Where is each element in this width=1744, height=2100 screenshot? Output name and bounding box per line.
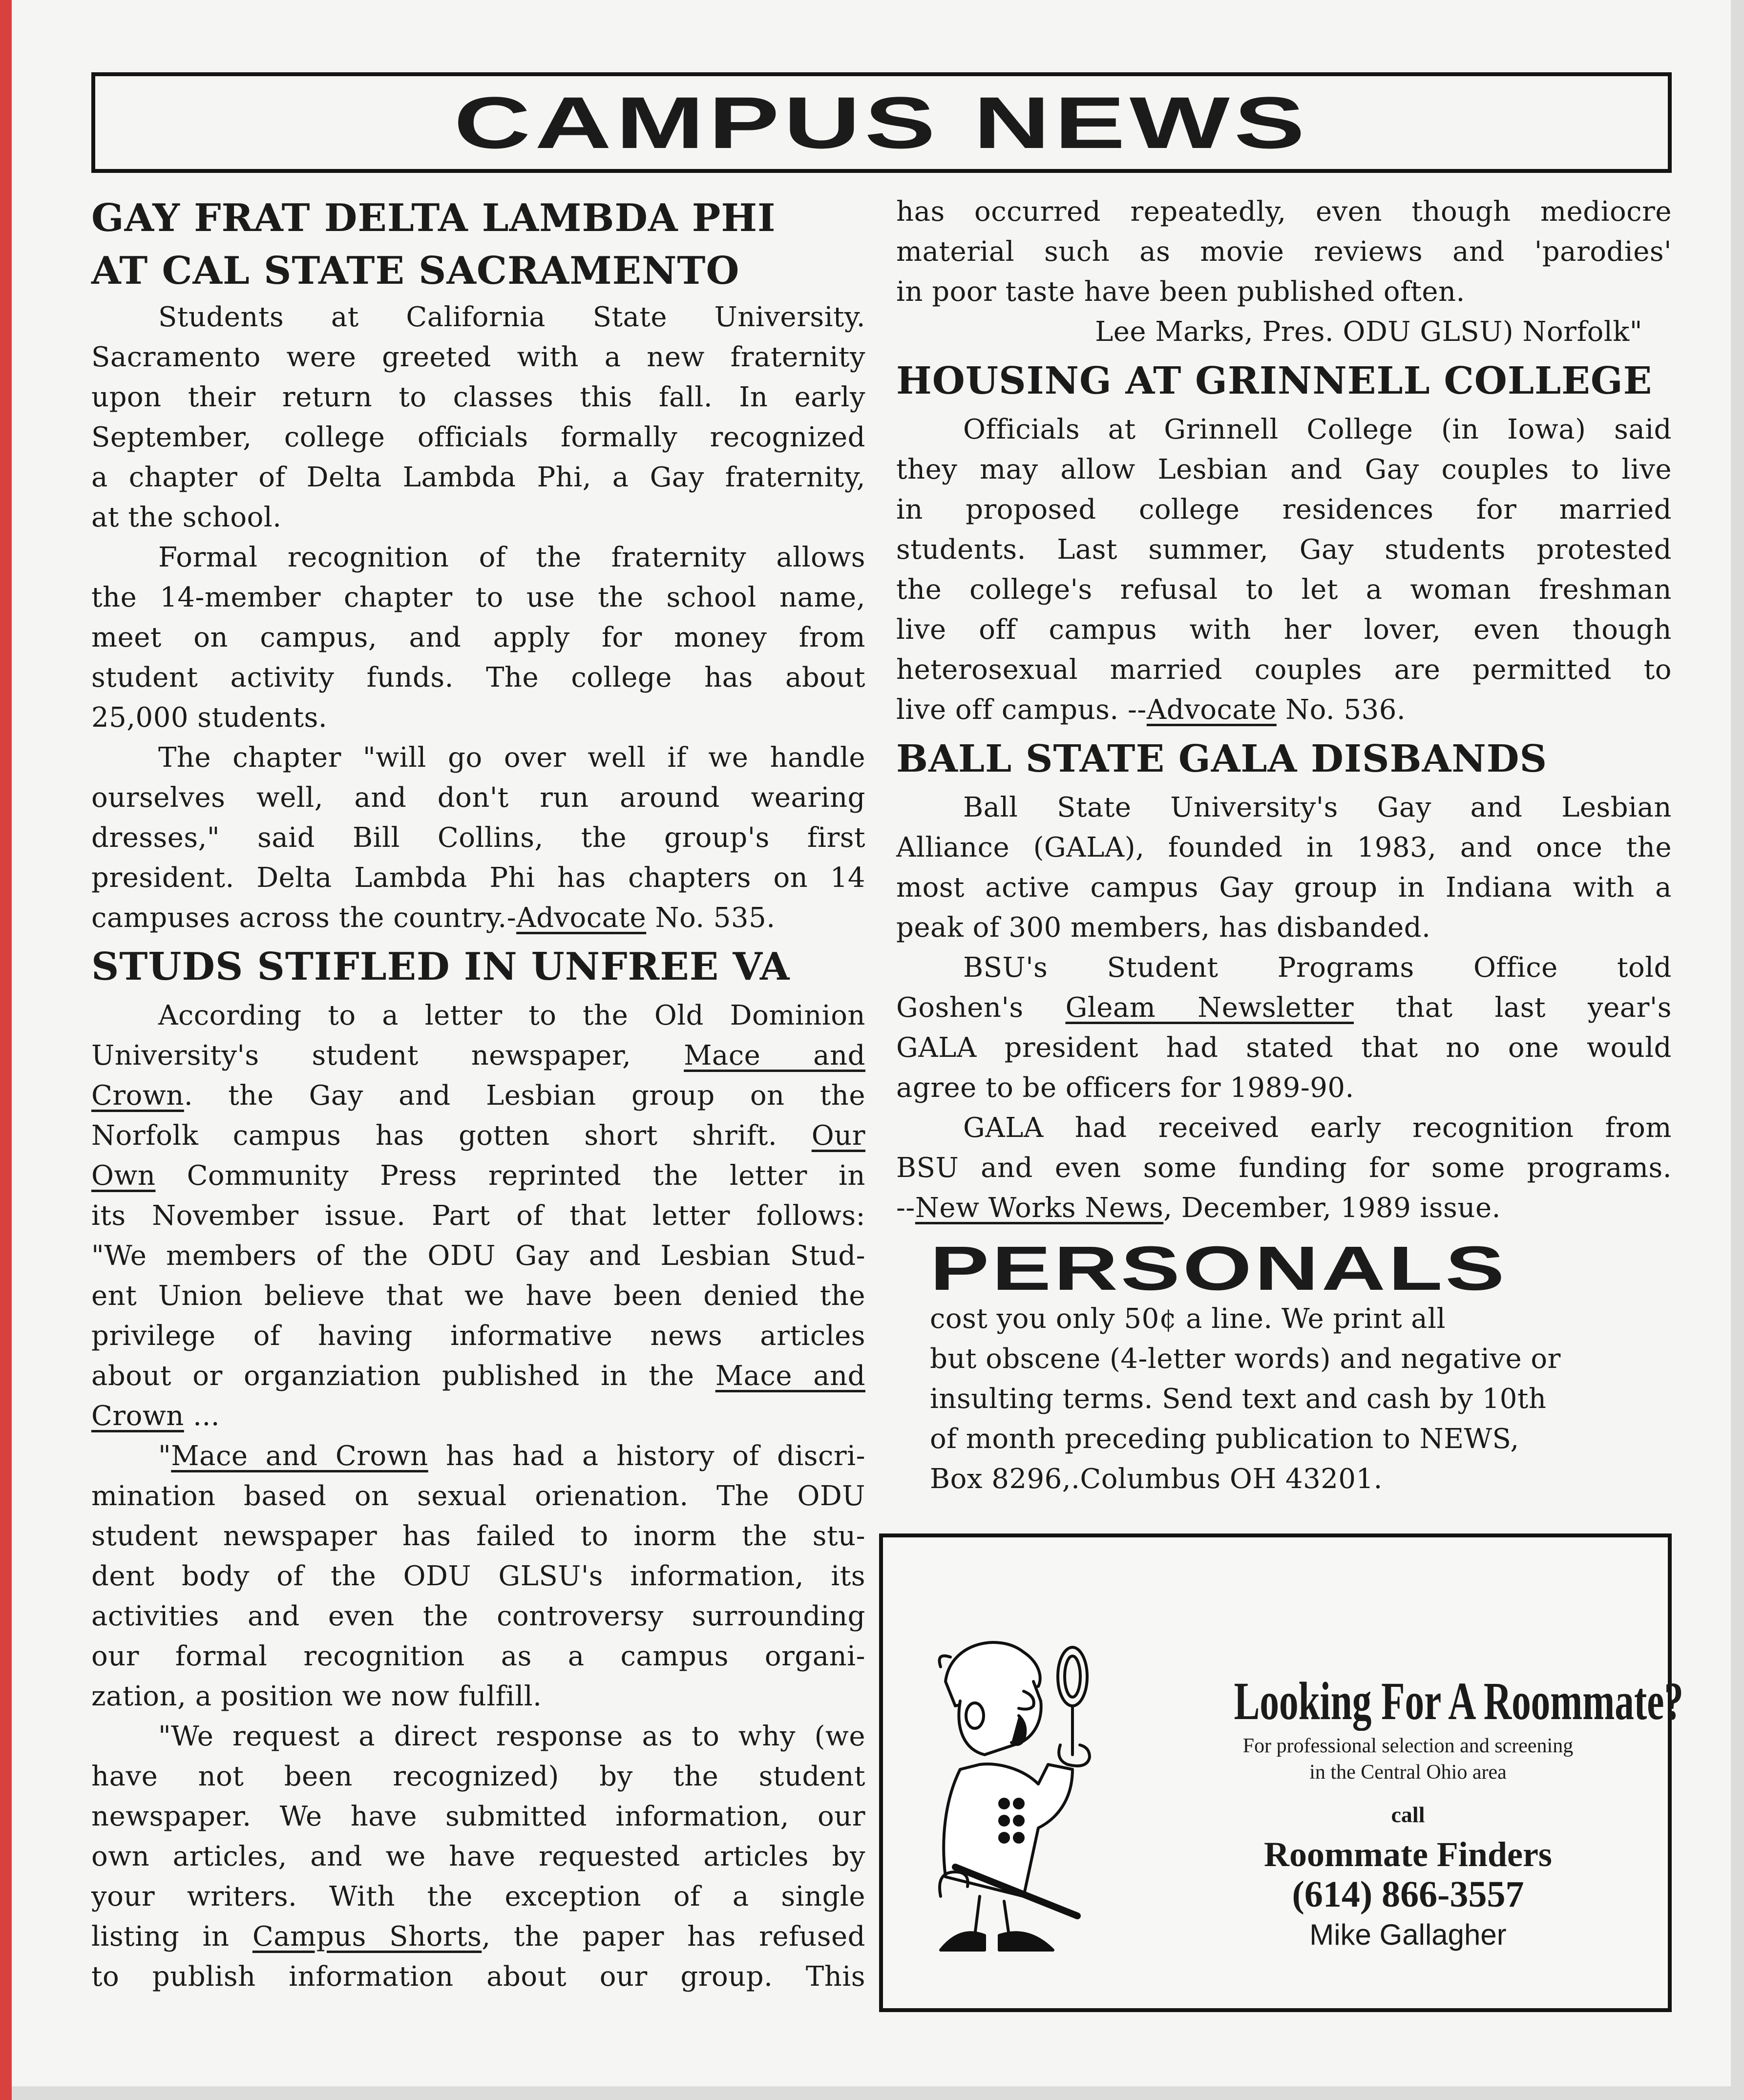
headline-line — [896, 352, 1672, 410]
text-line — [896, 868, 1672, 908]
text-line — [91, 1556, 865, 1596]
text-line — [896, 450, 1672, 490]
text-line — [91, 1917, 865, 1957]
page-edge-stripe — [0, 0, 12, 2100]
text-segment: dresses," said Bill Collins, the group's first — [91, 822, 865, 854]
text-segment: at the school. — [91, 502, 282, 533]
text-line — [91, 996, 865, 1036]
text-line — [896, 610, 1672, 650]
text-segment: GALA had received early recognition from — [963, 1112, 1672, 1144]
text-segment: activities and even the controversy surrounding — [91, 1600, 865, 1632]
personals-body — [930, 1299, 1662, 1499]
ad-subtitle-area: in the Central Ohio area — [1309, 1761, 1507, 1784]
text-segment: has occurred repeatedly, even though mediocre — [896, 196, 1672, 228]
text-line — [91, 1436, 865, 1476]
text-segment: a chapter of Delta Lambda Phi, a Gay fraternity, — [91, 462, 865, 493]
text-segment: dent body of the ODU GLSU's information, its — [91, 1560, 865, 1592]
personals-line: cost you only 50¢ a line. We print all — [930, 1303, 1446, 1335]
underlined-title: Advocate — [516, 902, 647, 934]
text-segment: Community Press reprinted the letter in — [155, 1160, 865, 1192]
text-line — [91, 1717, 865, 1757]
text-line — [896, 232, 1672, 272]
underlined-title: Our — [811, 1120, 865, 1152]
text-line — [91, 337, 865, 378]
text-segment: the 14-member chapter to use the school name, — [91, 582, 865, 613]
article-paragraph — [896, 1108, 1672, 1228]
text-segment: live off campus. -- — [896, 694, 1147, 726]
headline-line — [91, 192, 865, 245]
text-segment: -- — [896, 1192, 915, 1224]
text-segment: BSU and even some funding for some programs. — [896, 1152, 1672, 1184]
text-segment: student activity funds. The college has about — [91, 662, 865, 693]
text-line — [91, 1757, 865, 1797]
underlined-title: Mace and — [684, 1040, 865, 1071]
text-line — [91, 1276, 865, 1316]
underlined-title: Campus Shorts — [252, 1921, 482, 1953]
text-segment: HOUSING AT GRINNELL COLLEGE — [896, 359, 1653, 403]
text-line — [896, 948, 1672, 988]
text-segment: student newspaper has failed to inorm the stu- — [91, 1520, 865, 1552]
text-segment: campuses across the country.- — [91, 902, 517, 934]
text-line — [91, 1837, 865, 1877]
text-segment: GALA president had stated that no one would — [896, 1032, 1672, 1064]
text-segment: our formal recognition as a campus organi- — [91, 1640, 865, 1672]
text-line — [896, 312, 1672, 352]
text-segment: "We members of the ODU Gay and Lesbian Stud- — [91, 1240, 865, 1272]
text-line — [91, 1036, 865, 1076]
text-line — [91, 498, 865, 538]
text-line — [91, 898, 865, 938]
text-segment: AT CAL STATE SACRAMENTO — [91, 249, 740, 293]
underlined-title: Mace and — [715, 1360, 865, 1392]
text-segment: meet on campus, and apply for money from — [91, 622, 865, 653]
text-line — [91, 1637, 865, 1677]
detective-illustration-icon — [926, 1623, 1151, 1960]
text-segment: STUDS STIFLED IN UNFREE VA — [91, 945, 790, 989]
ad-headline: Looking For A Roommate? — [1234, 1671, 1683, 1731]
text-segment: material such as movie reviews and 'parodies' — [896, 236, 1672, 268]
article-paragraph — [91, 996, 865, 1436]
article-paragraph — [91, 1436, 865, 1717]
text-line — [896, 272, 1672, 312]
text-line — [91, 458, 865, 498]
text-segment: in proposed college residences for married — [896, 494, 1672, 525]
text-segment: own articles, and we have requested articles by — [91, 1841, 865, 1872]
ad-copy — [1166, 1669, 1683, 1955]
text-segment: Norfolk campus has gotten short shrift. — [91, 1120, 812, 1152]
text-segment: Students at California State University. — [158, 301, 865, 333]
article-paragraph — [91, 738, 865, 938]
article-paragraph — [91, 538, 865, 738]
text-segment: the college's refusal to let a woman freshman — [896, 574, 1672, 606]
headline-line — [896, 730, 1672, 788]
headline-line — [91, 245, 865, 297]
text-line — [896, 988, 1672, 1028]
text-segment: September, college officials formally recognized — [91, 421, 865, 453]
text-segment: According to a letter to the Old Dominion — [158, 1000, 865, 1031]
text-line — [896, 1188, 1672, 1228]
text-segment: " — [158, 1440, 171, 1472]
text-line — [896, 1108, 1672, 1148]
article-headline — [896, 730, 1672, 788]
text-line — [91, 1116, 865, 1156]
text-segment: Goshen's — [896, 992, 1066, 1024]
text-line — [896, 1148, 1672, 1188]
text-line — [91, 858, 865, 898]
left-column — [91, 192, 865, 1997]
text-line — [91, 1476, 865, 1516]
text-line — [91, 418, 865, 458]
underlined-title: Gleam Newsletter — [1065, 992, 1354, 1024]
text-line — [896, 1028, 1672, 1068]
text-segment: upon their return to classes this fall. In early — [91, 381, 865, 413]
text-line — [896, 908, 1672, 948]
text-segment: its November issue. Part of that letter follows: — [91, 1200, 865, 1232]
article-headline — [91, 938, 865, 996]
text-segment: The chapter "will go over well if we handle — [158, 742, 865, 774]
text-line — [91, 538, 865, 578]
text-line — [91, 1677, 865, 1717]
text-segment: . the Gay and Lesbian group on the — [184, 1080, 865, 1112]
text-segment: your writers. With the exception of a single — [91, 1881, 865, 1912]
article-paragraph — [91, 1717, 865, 1997]
underlined-title: Advocate — [1146, 694, 1277, 726]
roommate-finders-ad — [879, 1533, 1683, 2012]
text-segment: agree to be officers for 1989-90. — [896, 1072, 1354, 1104]
ad-company-name: Roommate Finders — [1264, 1835, 1552, 1874]
text-line — [91, 578, 865, 618]
text-segment: 25,000 students. — [91, 702, 328, 734]
text-segment: privilege of having informative news articles — [91, 1320, 865, 1352]
ad-phone-number: (614) 866-3557 — [1292, 1874, 1524, 1915]
text-line — [896, 690, 1672, 730]
text-segment: BALL STATE GALA DISBANDS — [896, 737, 1548, 781]
text-segment: , December, 1989 issue. — [1163, 1192, 1501, 1224]
text-segment: No. 536. — [1276, 694, 1406, 726]
text-line — [91, 698, 865, 738]
text-segment: Formal recognition of the fraternity allows — [158, 542, 865, 573]
text-segment: they may allow Lesbian and Gay couples to live — [896, 454, 1672, 485]
personals-section — [930, 1234, 1662, 1499]
text-line — [91, 1156, 865, 1196]
text-line — [896, 1068, 1672, 1108]
text-line — [91, 378, 865, 418]
text-line — [91, 778, 865, 818]
article-headline — [896, 352, 1672, 410]
article-byline — [896, 312, 1672, 352]
text-segment: students. Last summer, Gay students protested — [896, 534, 1672, 566]
article-paragraph — [896, 948, 1672, 1108]
text-line — [91, 1196, 865, 1236]
personals-heading: PERSONALS — [930, 1234, 1508, 1303]
text-line — [91, 1797, 865, 1837]
text-segment: Alliance (GALA), founded in 1983, and once the — [896, 832, 1672, 863]
article-paragraph — [896, 788, 1672, 948]
text-segment: president. Delta Lambda Phi has chapters on 14 — [91, 862, 865, 894]
text-segment: have not been recognized) by the student — [91, 1761, 865, 1792]
text-segment: mination based on sexual orienation. The ODU — [91, 1480, 865, 1512]
text-line — [91, 738, 865, 778]
text-segment: BSU's Student Programs Office told — [963, 952, 1672, 984]
text-segment: ourselves well, and don't run around wearing — [91, 782, 865, 814]
personals-line: but obscene (4-letter words) and negative or — [930, 1343, 1561, 1375]
text-line — [896, 530, 1672, 570]
article-paragraph — [91, 297, 865, 538]
text-line — [896, 490, 1672, 530]
text-line — [91, 1957, 865, 1997]
underlined-title: Mace and Crown — [171, 1440, 428, 1472]
text-line — [91, 818, 865, 858]
text-segment: in poor taste have been published often. — [896, 276, 1465, 308]
text-line — [91, 658, 865, 698]
text-segment: ... — [184, 1400, 220, 1432]
text-segment: "We request a direct response as to why (we — [158, 1721, 865, 1752]
underlined-title: New Works News — [915, 1192, 1164, 1224]
text-segment: zation, a position we now fulfill. — [91, 1680, 542, 1712]
text-line — [91, 1396, 865, 1436]
text-line — [91, 1596, 865, 1637]
headline-line — [91, 938, 865, 996]
text-line — [91, 1516, 865, 1556]
text-line — [896, 570, 1672, 610]
text-line — [896, 650, 1672, 690]
ad-contact-name: Mike Gallagher — [1309, 1918, 1507, 1951]
text-line — [896, 788, 1672, 828]
personals-line: Box 8296,.Columbus OH 43201. — [930, 1463, 1383, 1495]
text-segment: Sacramento were greeted with a new fraternity — [91, 341, 865, 373]
text-segment: ent Union believe that we have been denied the — [91, 1280, 865, 1312]
text-line — [896, 410, 1672, 450]
text-segment: to publish information about our group. This — [91, 1961, 865, 1993]
underlined-title: Crown — [91, 1400, 184, 1432]
personals-line: of month preceding publication to NEWS, — [930, 1423, 1519, 1455]
text-segment: has had a history of discri- — [428, 1440, 865, 1472]
section-title-box — [91, 72, 1672, 173]
text-line — [91, 1316, 865, 1356]
underlined-title: Own — [91, 1160, 156, 1192]
text-segment: No. 535. — [646, 902, 776, 934]
article-paragraph — [896, 192, 1672, 312]
text-segment: that last year's — [1354, 992, 1672, 1024]
article-headline — [91, 192, 865, 297]
underlined-title: Crown — [91, 1080, 184, 1112]
text-segment: Lee Marks, Pres. ODU GLSU) Norfolk" — [1095, 316, 1642, 348]
text-line — [91, 1356, 865, 1396]
text-segment: peak of 300 members, has disbanded. — [896, 912, 1431, 944]
ad-call-label: call — [1391, 1802, 1425, 1827]
text-segment: newspaper. We have submitted information, our — [91, 1801, 865, 1832]
text-line — [91, 297, 865, 337]
text-segment: Ball State University's Gay and Lesbian — [963, 792, 1672, 823]
text-segment: , the paper has refused — [482, 1921, 866, 1953]
section-title: CAMPUS NEWS — [454, 82, 1309, 164]
text-line — [896, 828, 1672, 868]
text-line — [91, 618, 865, 658]
text-line — [896, 192, 1672, 232]
text-segment: heterosexual married couples are permitted to — [896, 654, 1672, 686]
text-segment: University's student newspaper, — [91, 1040, 684, 1071]
text-segment: GAY FRAT DELTA LAMBDA PHI — [91, 196, 776, 240]
ad-subtitle: For professional selection and screening — [1242, 1735, 1574, 1757]
right-column — [896, 192, 1672, 1228]
text-segment: Officials at Grinnell College (in Iowa) said — [963, 414, 1672, 445]
personals-line: insulting terms. Send text and cash by 10th — [930, 1383, 1547, 1415]
article-paragraph — [896, 410, 1672, 730]
text-line — [91, 1076, 865, 1116]
text-line — [91, 1877, 865, 1917]
text-line — [91, 1236, 865, 1276]
text-segment: listing in — [91, 1921, 252, 1953]
text-segment: most active campus Gay group in Indiana with a — [896, 872, 1672, 903]
text-segment: live off campus with her lover, even though — [896, 614, 1672, 646]
text-segment: about or organziation published in the — [91, 1360, 715, 1392]
